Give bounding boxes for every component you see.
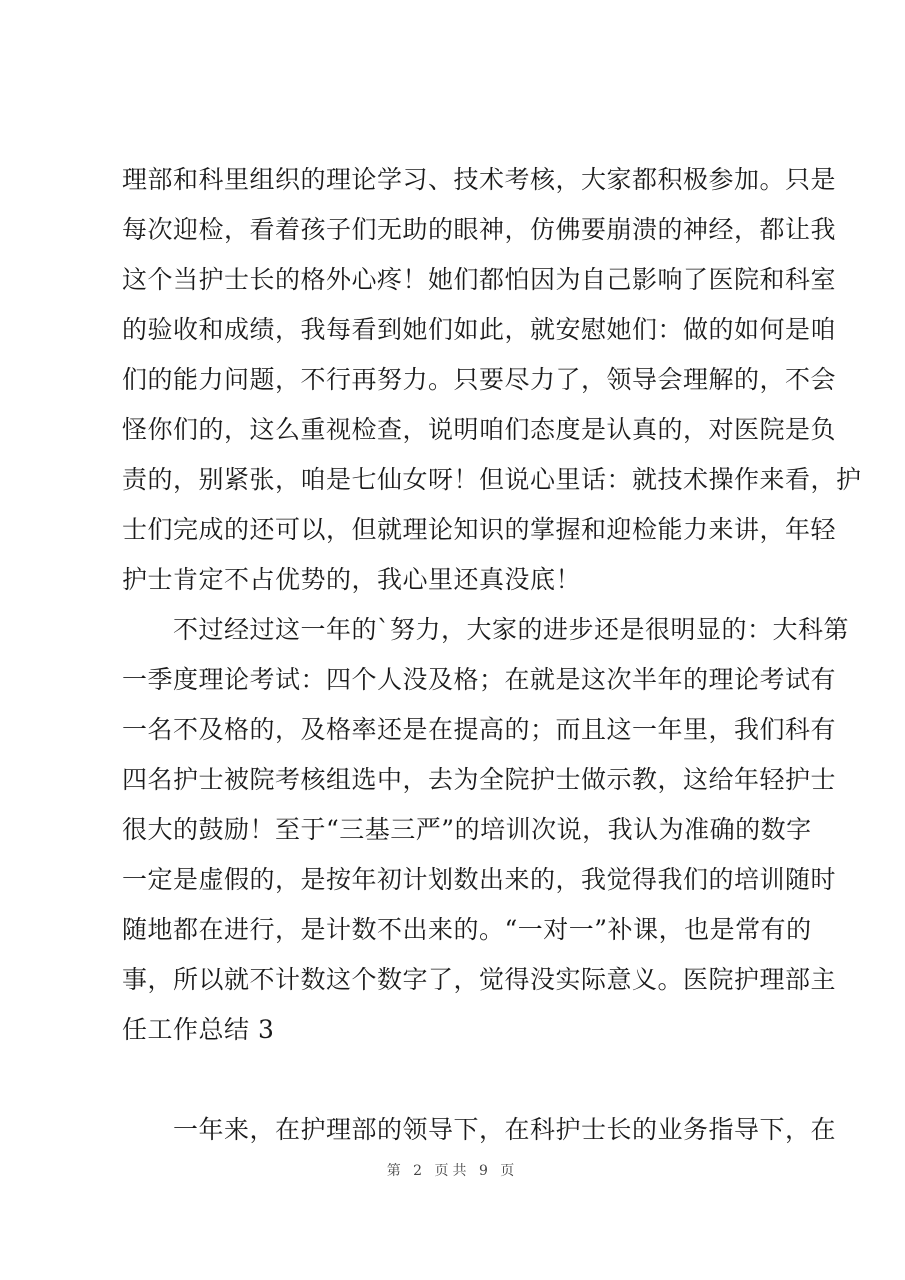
text-line: 一年来，在护理部的领导下，在科护士长的业务指导下，在	[122, 1115, 837, 1144]
text-line: 士们完成的还可以，但就理论知识的掌握和迎检能力来讲，年轻	[122, 515, 837, 544]
text-line: 一名不及格的，及格率还是在提高的；而且这一年里，我们科有	[122, 715, 837, 744]
text-line: 不过经过这一年的`努力，大家的进步还是很明显的：大科第	[122, 615, 850, 644]
text-line: 这个当护士长的格外心疼！她们都怕因为自己影响了医院和科室	[122, 265, 837, 294]
text-line: 很大的鼓励！至于“三基三严”的培训次说，我认为准确的数字	[122, 815, 812, 844]
text-line: 随地都在进行，是计数不出来的。“一对一”补课，也是常有的	[122, 915, 812, 944]
page-footer: 第 2 页共 9 页	[386, 1163, 519, 1179]
paragraph-gap	[122, 1055, 812, 1105]
text-line: 理部和科里组织的理论学习、技术考核，大家都积极参加。只是	[122, 165, 837, 194]
text-line: 责的，别紧张，咱是七仙女呀！但说心里话：就技术操作来看，护	[122, 465, 862, 494]
text-line: 四名护士被院考核组选中，去为全院护士做示教，这给年轻护士	[122, 765, 837, 794]
text-line: 一定是虚假的，是按年初计划数出来的，我觉得我们的培训随时	[122, 865, 837, 894]
body-text	[122, 155, 862, 1155]
text-line: 每次迎检，看着孩子们无助的眼神，仿佛要崩溃的神经，都让我	[122, 215, 837, 244]
text-line: 们的能力问题，不行再努力。只要尽力了，领导会理解的，不会	[122, 365, 837, 394]
text-line: 的验收和成绩，我每看到她们如此，就安慰她们：做的如何是咱	[122, 315, 837, 344]
text-line: 护士肯定不占优势的，我心里还真没底！	[122, 565, 582, 594]
text-line: 一季度理论考试：四个人没及格；在就是这次半年的理论考试有	[122, 665, 837, 694]
text-line: 怪你们的，这么重视检查，说明咱们态度是认真的，对医院是负	[122, 415, 837, 444]
text-line: 任工作总结 3	[122, 1015, 275, 1044]
text-line: 事，所以就不计数这个数字了，觉得没实际意义。医院护理部主	[122, 965, 837, 994]
